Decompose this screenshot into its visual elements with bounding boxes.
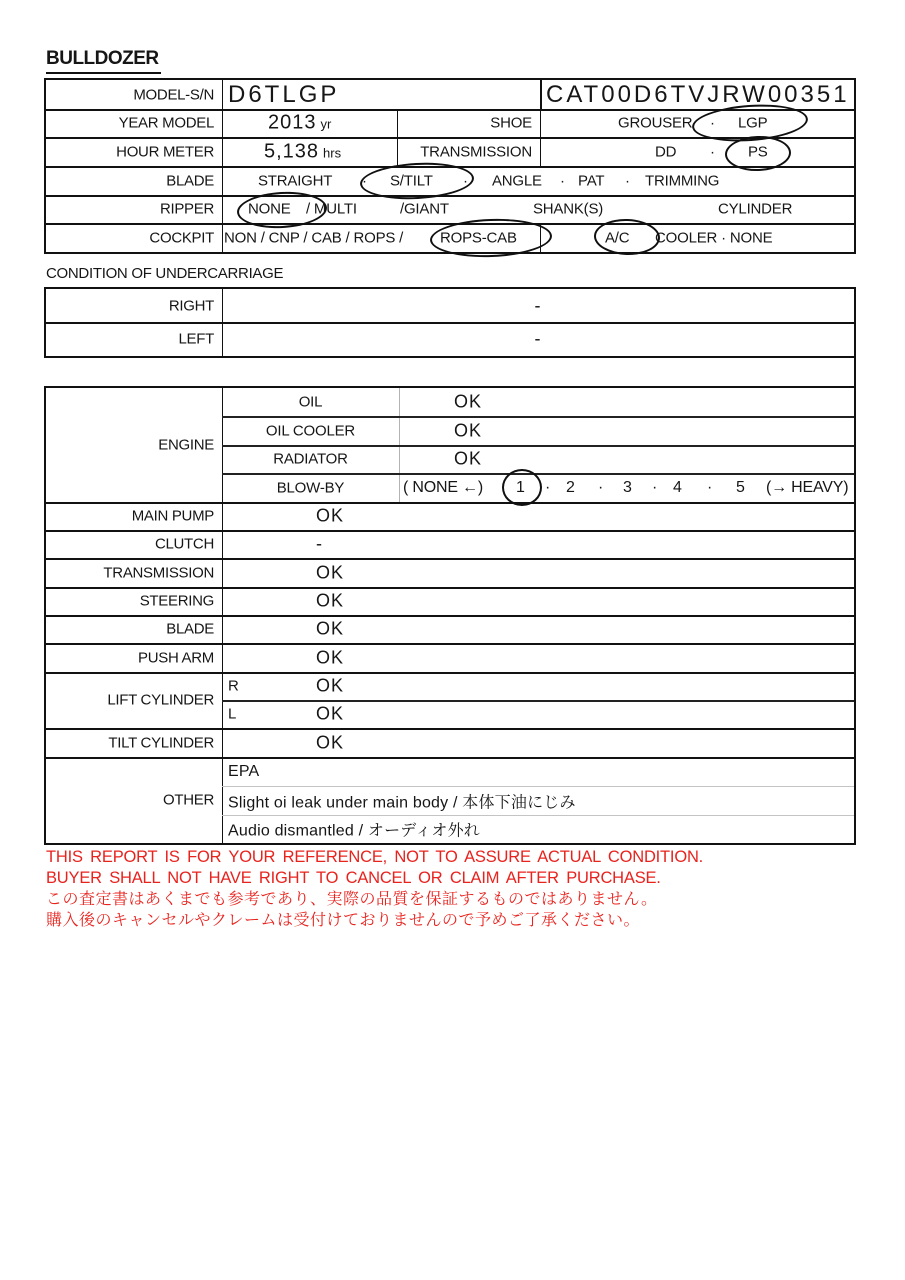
page-title: BULLDOZER <box>46 48 161 74</box>
lift-cylinder-r-value: OK <box>316 675 345 696</box>
year-unit: yr <box>320 116 332 132</box>
tilt-cylinder-value: OK <box>316 732 345 752</box>
shoe-option-grouser: GROUSER <box>618 114 693 132</box>
row-other-line-2 <box>46 786 854 815</box>
table-connector-line <box>854 357 856 387</box>
transmission-option-ps: PS <box>748 143 768 160</box>
blowby-scale-separator: · <box>598 478 604 496</box>
ripper-option-none: NONE <box>248 200 291 218</box>
blowby-scale-3: 3 <box>623 478 632 496</box>
shoe-option-lgp: LGP <box>738 114 768 132</box>
push-arm-value: OK <box>316 647 345 667</box>
lift-cylinder-l-value: OK <box>316 703 345 724</box>
row-ripper <box>46 195 854 223</box>
blade-option-separator: · <box>625 172 630 189</box>
engine-label: ENGINE <box>158 436 214 454</box>
blade-option-separator: · <box>463 172 468 189</box>
other-line-oil-leak: Slight oi leak under main body / 本体下油にじみ <box>228 794 576 811</box>
blowby-scale-5: 5 <box>736 478 745 496</box>
row-undercarriage-left <box>46 322 854 356</box>
ripper-shanks-label: SHANK(S) <box>533 200 604 218</box>
main-pump-value: OK <box>316 505 345 526</box>
main-pump-label: MAIN PUMP <box>131 507 214 525</box>
row-engine-radiator <box>46 445 854 473</box>
blowby-scale-separator: · <box>652 478 658 496</box>
row-other-line-1 <box>46 757 854 786</box>
row-model-sn <box>46 80 854 109</box>
row-undercarriage-right <box>46 289 854 322</box>
serial-value: CAT00D6TVJRW00351 <box>546 80 850 108</box>
row-main-pump <box>46 502 854 530</box>
disclaimer-line-4: 購入後のキャンセルやクレームは受付けておりませんので予めご了承ください。 <box>46 912 641 929</box>
blade-option-separator: · <box>560 172 565 189</box>
row-engine-oil <box>46 388 854 416</box>
lift-cylinder-r-label: R <box>228 677 239 695</box>
ripper-option-giant: /GIANT <box>400 200 449 218</box>
engine-oil-label: OIL <box>298 393 323 411</box>
blowby-scale-4: 4 <box>673 478 682 496</box>
year-value: 2013 <box>268 111 317 134</box>
blade-option-angle: ANGLE <box>492 172 542 189</box>
cockpit-option-ac: A/C <box>605 229 630 246</box>
row-other-line-3 <box>46 815 854 843</box>
engine-oil-cooler-value: OK <box>454 420 483 440</box>
row-lift-cylinder-r <box>46 672 854 700</box>
transmission-label: TRANSMISSION <box>420 143 532 160</box>
hour-meter-label: HOUR METER <box>116 143 214 160</box>
row-lift-cylinder-l <box>46 700 854 728</box>
blowby-scale-2: 2 <box>566 478 575 496</box>
ripper-option-multi: / MULTI <box>306 200 357 218</box>
disclaimer-block <box>46 847 703 931</box>
other-line-audio: Audio dismantled / オーディオ外れ <box>228 822 480 840</box>
undercarriage-right-value: - <box>534 295 542 315</box>
cockpit-options: NON / CNP / CAB / ROPS / <box>224 229 404 246</box>
cockpit-cooler-options: COOLER · NONE <box>655 229 773 246</box>
push-arm-label: PUSH ARM <box>138 649 214 666</box>
circle-annotation-blowby-1 <box>502 469 542 506</box>
undercarriage-left-label: LEFT <box>178 330 214 348</box>
clutch-label: CLUTCH <box>154 535 214 553</box>
undercarriage-table <box>44 287 856 358</box>
blowby-label: BLOW-BY <box>276 479 345 496</box>
model-value: D6TLGP <box>228 80 340 108</box>
hour-unit: hrs <box>323 145 342 160</box>
row-engine-oil-cooler <box>46 416 854 445</box>
blade-option-s-tilt: S/TILT <box>390 172 433 189</box>
blowby-scale-1: 1 <box>516 478 525 496</box>
clutch-value: - <box>316 533 323 554</box>
undercarriage-heading: CONDITION OF UNDERCARRIAGE <box>46 265 284 282</box>
year-value-group <box>268 112 331 135</box>
hour-value-group <box>264 140 341 163</box>
row-clutch <box>46 530 854 558</box>
engine-oil-cooler-label: OIL COOLER <box>265 422 356 439</box>
report-title-wrap <box>46 48 161 74</box>
shoe-label: SHOE <box>490 114 532 132</box>
ripper-label: RIPPER <box>159 200 214 218</box>
undercarriage-left-value: - <box>534 328 542 349</box>
blade-option-trimming: TRIMMING <box>645 172 720 189</box>
other-label: OTHER <box>162 791 214 809</box>
blowby-scale-separator: · <box>707 478 713 496</box>
blade-check-label: BLADE <box>166 620 214 638</box>
engine-oil-value: OK <box>454 391 483 412</box>
row-push-arm <box>46 643 854 672</box>
blowby-heavy-anchor: (→ HEAVY) <box>766 478 849 496</box>
row-engine-blowby <box>46 473 854 502</box>
lift-cylinder-l-label: L <box>228 705 237 723</box>
row-transmission <box>46 558 854 587</box>
disclaimer-line-2: BUYER SHALL NOT HAVE RIGHT TO CANCEL OR CLAIM AFTER PURCHASE. <box>46 869 661 887</box>
shoe-option-separator: · <box>710 114 715 132</box>
disclaimer-line-1: THIS REPORT IS FOR YOUR REFERENCE, NOT TO ASSURE ACTUAL CONDITION. <box>46 848 704 866</box>
model-sn-label: MODEL-S/N <box>133 86 214 103</box>
transmission-row-label: TRANSMISSION <box>103 564 214 581</box>
other-line-epa: EPA <box>228 762 260 780</box>
cockpit-label: COCKPIT <box>149 229 214 246</box>
transmission-row-value: OK <box>316 562 345 582</box>
disclaimer-line-3: この査定書はあくまでも参考であり、実際の品質を保証するものではありません。 <box>46 891 658 908</box>
tilt-cylinder-label: TILT CYLINDER <box>108 734 214 751</box>
steering-value: OK <box>316 590 345 611</box>
row-blade-check <box>46 615 854 643</box>
engine-radiator-value: OK <box>454 448 483 469</box>
undercarriage-table-inner <box>46 289 854 356</box>
blade-option-separator: · <box>362 172 367 189</box>
blade-option-straight: STRAIGHT <box>258 172 333 189</box>
cockpit-option-rops-cab: ROPS-CAB <box>440 229 517 246</box>
blade-label: BLADE <box>166 172 214 189</box>
blowby-none-anchor: ( NONE ←) <box>403 478 483 496</box>
transmission-option-separator: · <box>710 143 715 160</box>
steering-label: STEERING <box>139 592 214 610</box>
ripper-cylinder-label: CYLINDER <box>718 200 793 218</box>
hour-value: 5,138 <box>264 140 320 162</box>
blowby-scale-separator: · <box>545 478 551 496</box>
inspection-table <box>44 386 856 845</box>
engine-radiator-label: RADIATOR <box>273 450 348 468</box>
row-tilt-cylinder <box>46 728 854 757</box>
inspection-table-inner <box>46 388 854 843</box>
blade-check-value: OK <box>316 618 345 639</box>
lift-cylinder-label: LIFT CYLINDER <box>107 691 214 709</box>
blade-option-pat: PAT <box>578 172 605 189</box>
row-steering <box>46 587 854 615</box>
undercarriage-right-label: RIGHT <box>168 297 214 314</box>
year-model-label: YEAR MODEL <box>118 114 214 132</box>
transmission-option-dd: DD <box>655 143 677 160</box>
